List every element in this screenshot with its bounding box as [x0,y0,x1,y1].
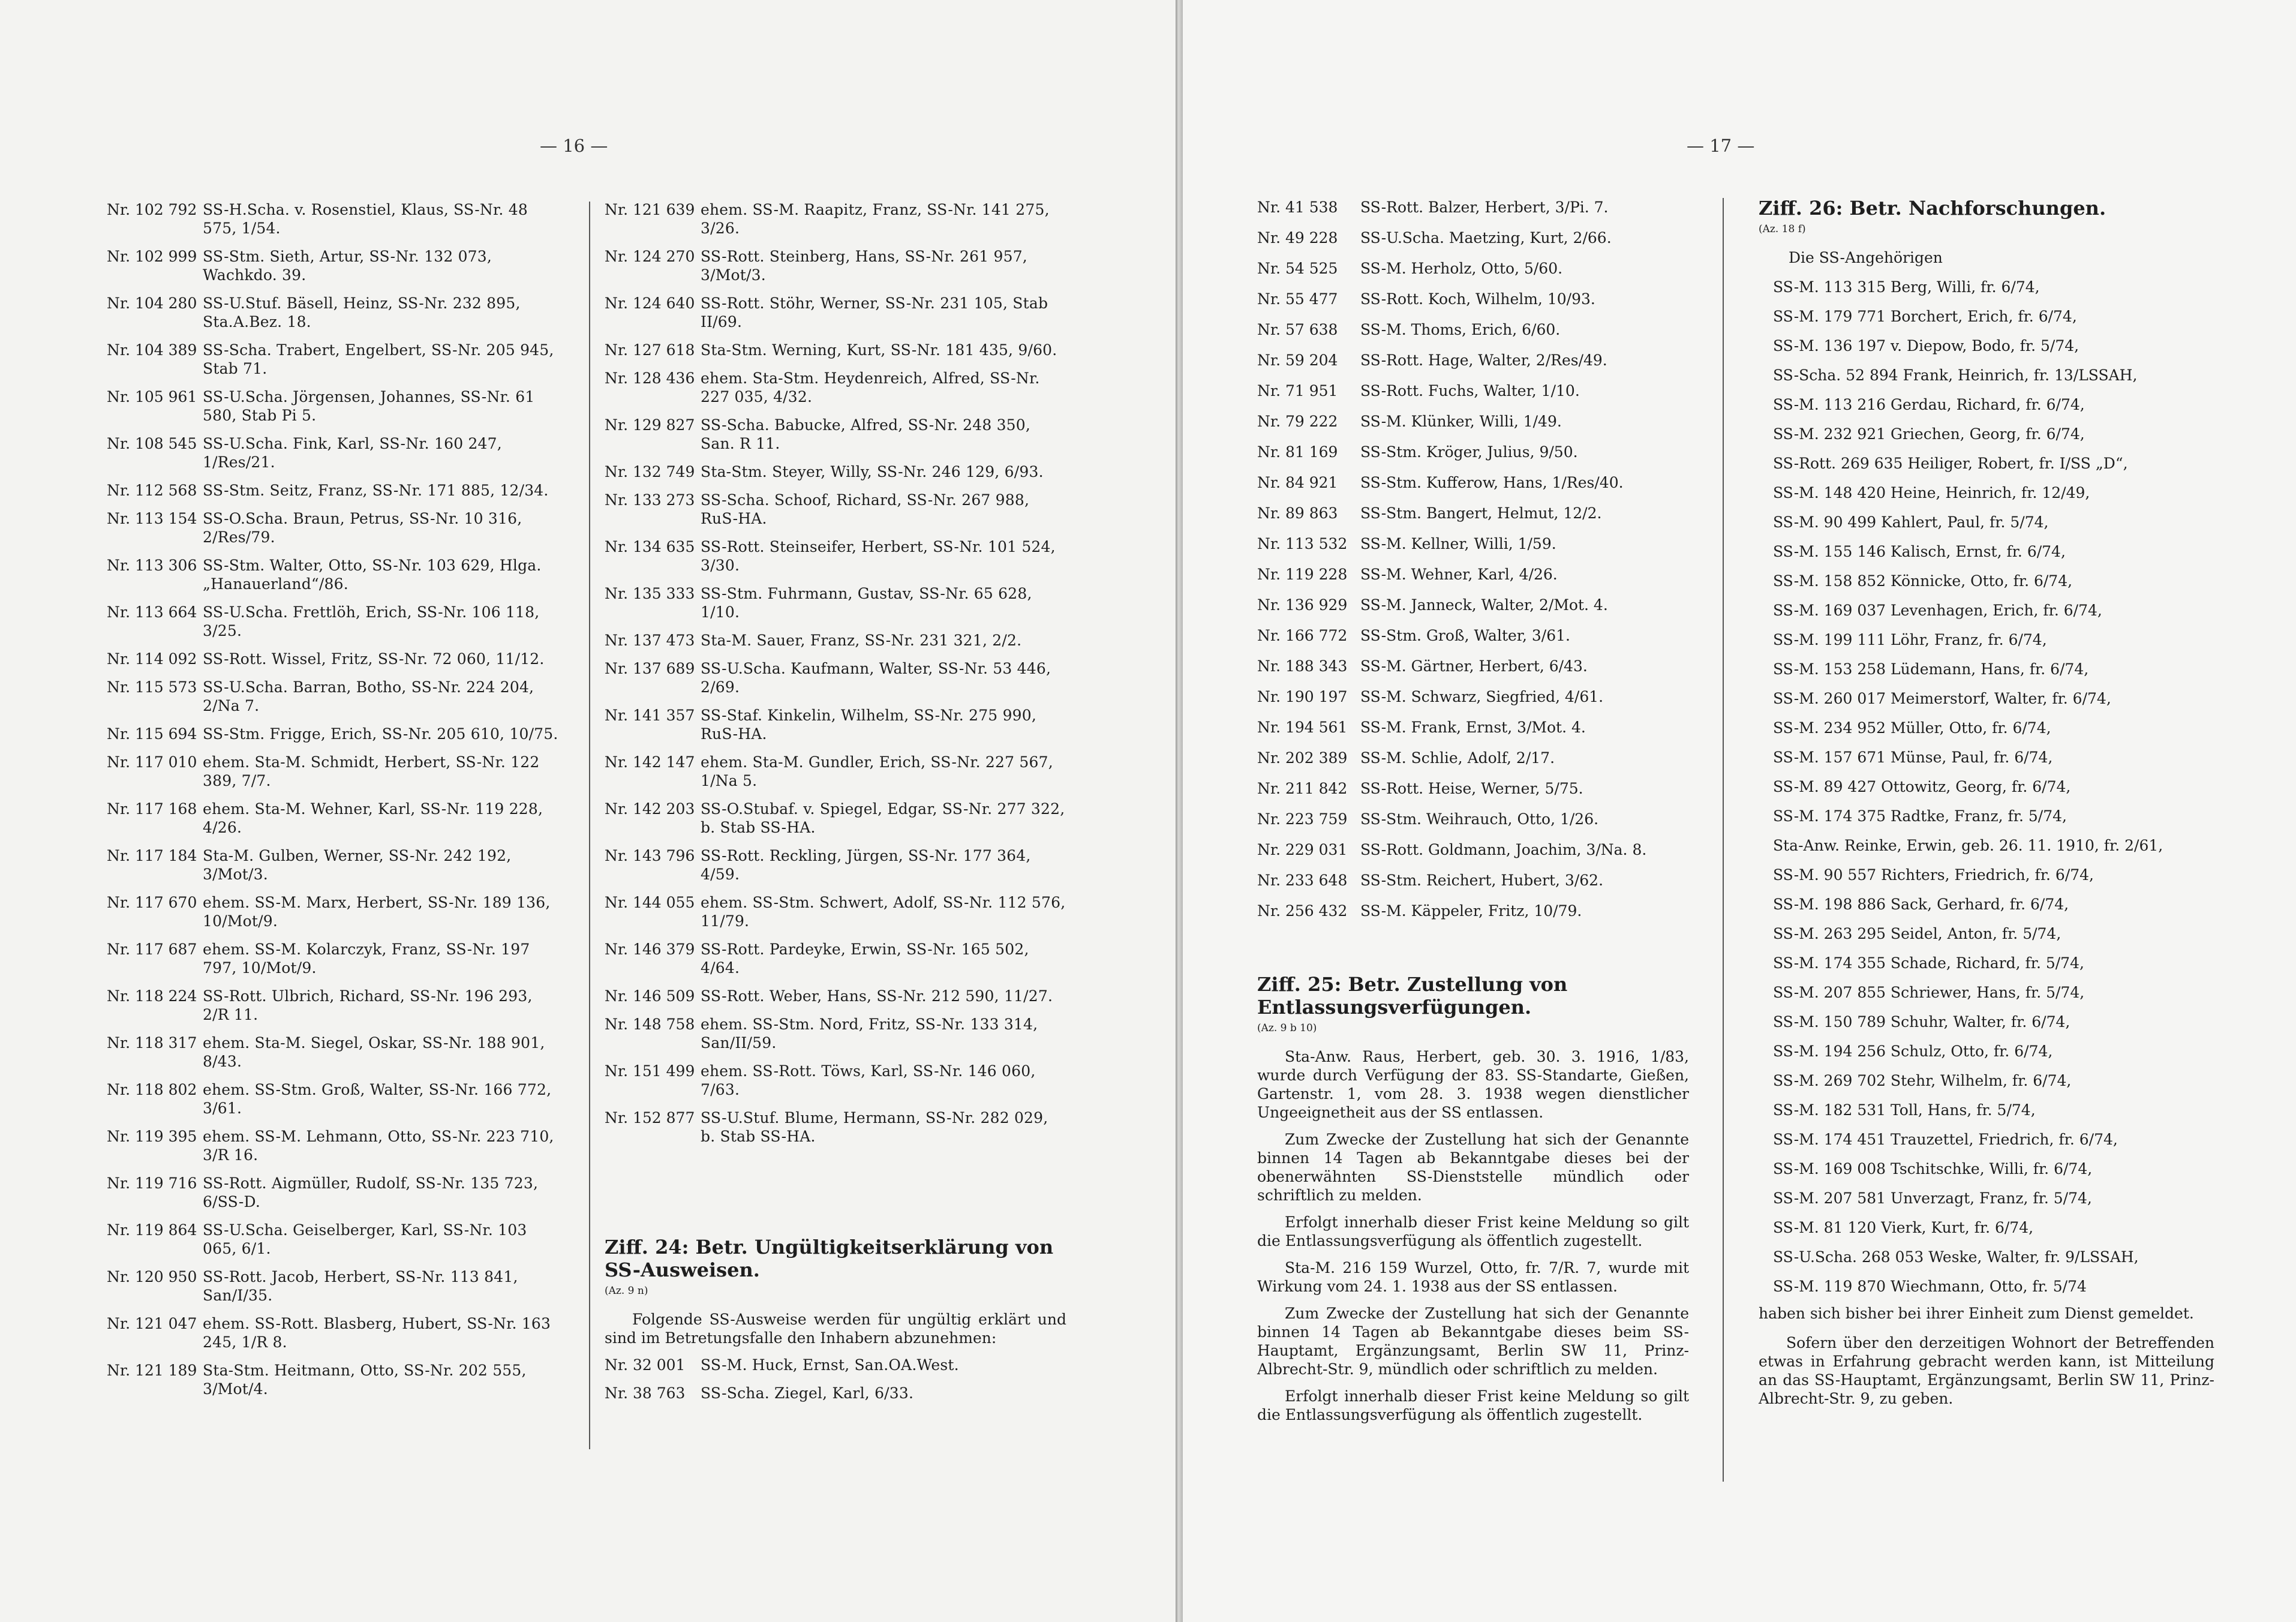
list-item: Sta-Anw. Reinke, Erwin, geb. 26. 11. 1910, fr. 2/61, [1773,837,2163,854]
entry-number: Nr. 223 759 [1257,810,1348,828]
entry-number: Nr. 119 395 [107,1128,197,1145]
entry-number: Nr. 32 001 [605,1356,686,1374]
entry-text: SS-M. Herholz, Otto, 5/60. [1360,260,1563,277]
column-left-1 [107,200,563,1408]
list-entry [605,247,1066,284]
entry-number: Nr. 38 763 [605,1384,686,1402]
list-entry [1257,473,1689,492]
list-entry [1257,198,1689,217]
entry-list [605,200,1066,1146]
entry-number: Nr. 113 664 [107,603,197,621]
list-item: SS-M. 153 258 Lüdemann, Hans, fr. 6/74, [1773,660,2089,678]
entry-text: SS-M. Schwarz, Siegfried, 4/61. [1360,688,1604,705]
section-heading: Ziff. 26: Betr. Nachforschungen. [1759,197,2106,220]
list-entry [605,491,1066,528]
entry-number: Nr. 137 689 [605,660,695,677]
page-number: — 16 — [540,136,608,156]
entry-list [1759,278,2214,1296]
list-item: SS-M. 90 499 Kahlert, Paul, fr. 5/74, [1773,513,2049,531]
entry-text: SS-Stm. Seitz, Franz, SS-Nr. 171 885, 12/34. [203,482,549,499]
entry-number: Nr. 113 306 [107,557,197,574]
page-number: — 17 — [1687,136,1755,156]
entry-text: SS-Stm. Weihrauch, Otto, 1/26. [1360,810,1599,828]
list-entry [605,893,1066,930]
entry-number: Nr. 104 389 [107,341,197,359]
section-ziff-25 [1257,973,1689,1424]
entry-number: Nr. 104 280 [107,295,197,312]
entry-number: Nr. 59 204 [1257,352,1338,369]
paragraph: Zum Zwecke der Zustellung hat sich der Genannte binnen 14 Tagen ab Bekanntgabe dieses beim SS-Hauptamt, Ergänzungsamt, Berlin SW 11, Prinz-Albrecht-Str. 9, mündlich oder schriftlich zu melden. [1257,1305,1689,1378]
entry-text: SS-Stm. Fuhrmann, Gustav, SS-Nr. 65 628, 1/10. [701,585,1032,621]
list-item: SS-M. 169 008 Tschitschke, Willi, fr. 6/74, [1773,1160,2093,1178]
entry-list [1257,198,1689,920]
entry-number: Nr. 211 842 [1257,780,1348,797]
entry-text: SS-U.Scha. Frettlöh, Erich, SS-Nr. 106 118, 3/25. [203,603,540,639]
section-heading: Ziff. 24: Betr. Ungültigkeitserklärung von SS-Ausweisen. [605,1236,1054,1281]
list-entry [605,1015,1066,1052]
list-entry [605,631,1066,650]
reference-code: (Az. 9 n) [605,1285,648,1297]
entry-text: SS-Rott. Weber, Hans, SS-Nr. 212 590, 11/27. [701,987,1053,1005]
entry-text: ehem. SS-M. Marx, Herbert, SS-Nr. 189 136, 10/Mot/9. [203,894,551,930]
list-item: SS-M. 234 952 Müller, Otto, fr. 6/74, [1773,719,2051,737]
entry-number: Nr. 124 640 [605,295,695,312]
section-intro: Die SS-Angehörigen [1789,249,1943,266]
column-left-2 [605,200,1066,1412]
column-right-2 [1759,197,2214,1416]
column-right-1 [1257,198,1689,1432]
list-entry [605,584,1066,621]
list-entry [107,893,563,930]
entry-number: Nr. 117 168 [107,800,197,818]
column-divider [1723,198,1724,1482]
list-item: SS-M. 207 581 Unverzagt, Franz, fr. 5/74, [1773,1190,2092,1207]
entry-text: SS-Rott. Reckling, Jürgen, SS-Nr. 177 364, 4/59. [701,847,1031,883]
list-item: SS-M. 113 315 Berg, Willi, fr. 6/74, [1773,278,2040,296]
list-item: SS-M. 269 702 Stehr, Wilhelm, fr. 6/74, [1773,1072,2072,1089]
entry-number: Nr. 41 538 [1257,199,1338,216]
entry-text: SS-U.Scha. Barran, Botho, SS-Nr. 224 204, 2/Na 7. [203,678,534,714]
list-entry [1257,840,1689,859]
list-entry [605,1356,1066,1374]
entry-text: SS-Rott. Wissel, Fritz, SS-Nr. 72 060, 11/12. [203,650,545,668]
entry-text: SS-U.Scha. Fink, Karl, SS-Nr. 160 247, 1/Res/21. [203,435,502,471]
entry-text: SS-U.Stuf. Blume, Hermann, SS-Nr. 282 029, b. Stab SS-HA. [701,1109,1048,1145]
list-entry [107,1034,563,1071]
entry-text: SS-Rott. Balzer, Herbert, 3/Pi. 7. [1360,199,1609,216]
list-item: SS-M. 157 671 Münse, Paul, fr. 6/74, [1773,749,2053,766]
entry-text: ehem. SS-Stm. Schwert, Adolf, SS-Nr. 112 576, 11/79. [701,894,1066,930]
entry-number: Nr. 137 473 [605,632,695,649]
list-entry [107,247,563,284]
list-entry [1257,810,1689,828]
list-item: SS-M. 136 197 v. Diepow, Bodo, fr. 5/74, [1773,337,2079,355]
entry-text: SS-M. Wehner, Karl, 4/26. [1360,566,1558,583]
entry-number: Nr. 117 687 [107,941,197,958]
list-entry [107,434,563,471]
list-entry [605,1062,1066,1099]
entry-number: Nr. 194 561 [1257,719,1348,736]
paragraph: Erfolgt innerhalb dieser Frist keine Meldung so gilt die Entlassungsverfügung als öffentlich zugestellt. [1257,1387,1689,1423]
entry-number: Nr. 89 863 [1257,504,1338,522]
entry-number: Nr. 135 333 [605,585,695,602]
list-item: SS-Scha. 52 894 Frank, Heinrich, fr. 13/LSSAH, [1773,367,2138,384]
list-entry [1257,259,1689,278]
entry-text: SS-Rott. Fuchs, Walter, 1/10. [1360,382,1580,400]
entry-number: Nr. 115 573 [107,678,197,696]
page-17 [1183,0,2296,1622]
list-entry [107,1127,563,1164]
entry-text: SS-Rott. Steinberg, Hans, SS-Nr. 261 957, 3/Mot/3. [701,248,1027,284]
entry-text: SS-Rott. Aigmüller, Rudolf, SS-Nr. 135 723, 6/SS-D. [203,1175,539,1211]
section-heading: Ziff. 25: Betr. Zustellung von Entlassungsverfügungen. [1257,973,1568,1019]
page-gutter [1176,0,1183,1622]
entry-text: SS-M. Thoms, Erich, 6/60. [1360,321,1561,338]
section-ziff-24 [605,1236,1066,1402]
list-entry [1257,749,1689,767]
entry-list [605,1356,1066,1402]
entry-number: Nr. 202 389 [1257,749,1348,767]
list-entry [107,940,563,977]
list-entry [1257,657,1689,675]
list-entry [107,556,563,593]
list-item: SS-M. 194 256 Schulz, Otto, fr. 6/74, [1773,1043,2053,1060]
entry-text: ehem. Sta-M. Siegel, Oskar, SS-Nr. 188 901, 8/43. [203,1034,545,1070]
entry-text: SS-M. Gärtner, Herbert, 6/43. [1360,657,1588,675]
entry-number: Nr. 121 047 [107,1315,197,1332]
list-entry [107,1314,563,1351]
entry-text: ehem. Sta-M. Schmidt, Herbert, SS-Nr. 122 389, 7/7. [203,753,540,789]
entry-text: ehem. SS-Rott. Blasberg, Hubert, SS-Nr. 163 245, 1/R 8. [203,1315,551,1351]
list-entry [1257,229,1689,247]
entry-text: SS-Rott. Hage, Walter, 2/Res/49. [1360,352,1607,369]
entry-text: ehem. Sta-M. Wehner, Karl, SS-Nr. 119 228, 4/26. [203,800,543,836]
entry-text: ehem. SS-Stm. Groß, Walter, SS-Nr. 166 772, 3/61. [203,1081,552,1117]
entry-number: Nr. 118 224 [107,987,197,1005]
list-item: SS-M. 263 295 Seidel, Anton, fr. 5/74, [1773,925,2061,942]
entry-number: Nr. 117 184 [107,847,197,864]
entry-number: Nr. 151 499 [605,1062,695,1080]
section-ziff-26 [1759,197,2214,1408]
list-entry [605,846,1066,884]
list-item: SS-M. 155 146 Kalisch, Ernst, fr. 6/74, [1773,543,2066,560]
entry-text: SS-Scha. Babucke, Alfred, SS-Nr. 248 350, San. R 11. [701,416,1031,452]
paragraph: Sta-Anw. Raus, Herbert, geb. 30. 3. 1916, 1/83, wurde durch Verfügung der 83. SS-Standarte, Gießen, Gartenstr. 1, vom 28. 3. 1938 wegen dienstlicher Ungeeignetheit aus der SS entlassen. [1257,1048,1689,1121]
entry-text: SS-Stm. Frigge, Erich, SS-Nr. 205 610, 10/75. [203,725,558,743]
entry-number: Nr. 102 999 [107,248,197,265]
list-entry [107,341,563,378]
list-entry [107,650,563,668]
entry-number: Nr. 142 203 [605,800,695,818]
list-entry [1257,320,1689,339]
entry-text: SS-U.Stuf. Bäsell, Heinz, SS-Nr. 232 895, Sta.A.Bez. 18. [203,295,521,331]
entry-number: Nr. 136 929 [1257,596,1348,614]
list-entry [107,1080,563,1118]
entry-number: Nr. 144 055 [605,894,695,911]
list-entry [107,1361,563,1398]
entry-text: SS-O.Stubaf. v. Spiegel, Edgar, SS-Nr. 277 322, b. Stab SS-HA. [701,800,1065,836]
entry-text: SS-M. Kellner, Willi, 1/59. [1360,535,1556,552]
list-item: SS-M. 158 852 Könnicke, Otto, fr. 6/74, [1773,572,2073,590]
list-item: SS-M. 199 111 Löhr, Franz, fr. 6/74, [1773,631,2047,648]
list-item: SS-M. 119 870 Wiechmann, Otto, fr. 5/74 [1773,1278,2087,1295]
list-entry [1257,902,1689,920]
entry-number: Nr. 118 802 [107,1081,197,1098]
entry-text: SS-Rott. Jacob, Herbert, SS-Nr. 113 841, San/I/35. [203,1268,518,1304]
entry-text: SS-Stm. Groß, Walter, 3/61. [1360,627,1570,644]
list-entry [1257,626,1689,645]
entry-text: SS-Rott. Pardeyke, Erwin, SS-Nr. 165 502, 4/64. [701,941,1029,977]
column-divider [589,202,590,1449]
entry-text: SS-M. Huck, Ernst, San.OA.West. [701,1356,959,1374]
entry-text: SS-Stm. Reichert, Hubert, 3/62. [1360,872,1604,889]
entry-number: Nr. 121 639 [605,201,695,218]
list-entry [107,388,563,425]
entry-text: ehem. SS-M. Kolarczyk, Franz, SS-Nr. 197 797, 10/Mot/9. [203,941,530,977]
entry-text: SS-Scha. Ziegel, Karl, 6/33. [701,1384,914,1402]
entry-text: SS-M. Frank, Ernst, 3/Mot. 4. [1360,719,1586,736]
entry-number: Nr. 112 568 [107,482,197,499]
list-entry [605,987,1066,1005]
list-item: SS-M. 198 886 Sack, Gerhard, fr. 6/74, [1773,896,2069,913]
list-entry [107,753,563,790]
entry-number: Nr. 102 792 [107,201,197,218]
list-entry [605,200,1066,238]
list-entry [107,294,563,331]
list-entry [107,481,563,500]
entry-number: Nr. 115 694 [107,725,197,743]
entry-text: ehem. SS-Stm. Nord, Fritz, SS-Nr. 133 314, San/II/59. [701,1016,1038,1052]
entry-text: SS-Rott. Stöhr, Werner, SS-Nr. 231 105, Stab II/69. [701,295,1048,331]
entry-number: Nr. 128 436 [605,370,695,387]
entry-number: Nr. 71 951 [1257,382,1338,400]
list-entry [1257,687,1689,706]
entry-text: SS-Rott. Ulbrich, Richard, SS-Nr. 196 293, 2/R 11. [203,987,533,1023]
entry-number: Nr. 119 228 [1257,566,1348,583]
list-entry [605,706,1066,743]
list-entry [605,1109,1066,1146]
entry-number: Nr. 118 317 [107,1034,197,1052]
list-entry [605,416,1066,453]
list-entry [107,725,563,743]
entry-text: SS-U.Scha. Kaufmann, Walter, SS-Nr. 53 446, 2/69. [701,660,1051,696]
list-item: SS-M. 113 216 Gerdau, Richard, fr. 6/74, [1773,396,2085,413]
section-final: Sofern über den derzeitigen Wohnort der Betreffenden etwas in Erfahrung gebracht werden kann, ist Mitteilung an das SS-Hauptamt, Ergänzungsamt, Berlin SW 11, Prinz-Albrecht-Str. 9, zu geben. [1759,1334,2214,1407]
list-entry [605,462,1066,481]
entry-number: Nr. 119 864 [107,1221,197,1239]
entry-number: Nr. 114 092 [107,650,197,668]
entry-number: Nr. 54 525 [1257,260,1338,277]
list-entry [1257,351,1689,370]
entry-number: Nr. 105 961 [107,388,197,406]
entry-number: Nr. 146 379 [605,941,695,958]
entry-number: Nr. 143 796 [605,847,695,864]
list-entry [1257,718,1689,737]
list-item: SS-M. 169 037 Levenhagen, Erich, fr. 6/74, [1773,602,2102,619]
entry-number: Nr. 229 031 [1257,841,1348,858]
entry-number: Nr. 117 010 [107,753,197,771]
entry-number: Nr. 81 169 [1257,443,1338,461]
list-item: SS-Rott. 269 635 Heiliger, Robert, fr. I/SS „D“, [1773,455,2128,472]
entry-number: Nr. 113 532 [1257,535,1348,552]
entry-text: SS-M. Käppeler, Fritz, 10/79. [1360,902,1582,920]
entry-text: SS-Scha. Schoof, Richard, SS-Nr. 267 988, RuS-HA. [701,491,1030,527]
reference-code: (Az. 18 f) [1759,223,1806,235]
entry-number: Nr. 190 197 [1257,688,1348,705]
entry-text: SS-Stm. Sieth, Artur, SS-Nr. 132 073, Wachkdo. 39. [203,248,492,284]
entry-number: Nr. 129 827 [605,416,695,434]
list-entry [605,294,1066,331]
entry-number: Nr. 233 648 [1257,872,1348,889]
list-item: SS-U.Scha. 268 053 Weske, Walter, fr. 9/LSSAH, [1773,1248,2139,1266]
entry-text: SS-H.Scha. v. Rosenstiel, Klaus, SS-Nr. 48 575, 1/54. [203,201,528,237]
list-entry [107,678,563,715]
entry-number: Nr. 57 638 [1257,321,1338,338]
entry-text: Sta-Stm. Werning, Kurt, SS-Nr. 181 435, 9/60. [701,341,1057,359]
list-entry [605,659,1066,696]
entry-text: ehem. SS-Rott. Töws, Karl, SS-Nr. 146 060, 7/63. [701,1062,1036,1098]
entry-number: Nr. 119 716 [107,1175,197,1192]
list-item: SS-M. 179 771 Borchert, Erich, fr. 6/74, [1773,308,2077,325]
entry-text: ehem. SS-M. Lehmann, Otto, SS-Nr. 223 710, 3/R 16. [203,1128,554,1164]
list-entry [605,537,1066,575]
entry-number: Nr. 84 921 [1257,474,1338,491]
list-entry [107,1174,563,1211]
list-entry [107,987,563,1024]
list-entry [605,1384,1066,1402]
entry-number: Nr. 152 877 [605,1109,695,1127]
list-entry [107,1267,563,1305]
entry-text: SS-Rott. Koch, Wilhelm, 10/93. [1360,290,1595,308]
list-item: SS-M. 81 120 Vierk, Kurt, fr. 6/74, [1773,1219,2034,1236]
entry-text: ehem. SS-M. Raapitz, Franz, SS-Nr. 141 275, 3/26. [701,201,1050,237]
entry-number: Nr. 124 270 [605,248,695,265]
entry-text: ehem. Sta-Stm. Heydenreich, Alfred, SS-Nr. 227 035, 4/32. [701,370,1040,406]
entry-text: Sta-M. Gulben, Werner, SS-Nr. 242 192, 3/Mot/3. [203,847,512,883]
entry-text: SS-M. Janneck, Walter, 2/Mot. 4. [1360,596,1608,614]
list-item: SS-M. 182 531 Toll, Hans, fr. 5/74, [1773,1101,2036,1119]
entry-number: Nr. 148 758 [605,1016,695,1033]
list-entry [605,369,1066,406]
list-item: SS-M. 207 855 Schriewer, Hans, fr. 5/74, [1773,984,2085,1001]
list-entry [1257,290,1689,308]
list-entry [107,800,563,837]
list-item: SS-M. 232 921 Griechen, Georg, fr. 6/74, [1773,425,2085,443]
list-entry [605,940,1066,977]
entry-number: Nr. 141 357 [605,707,695,724]
entry-number: Nr. 142 147 [605,753,695,771]
entry-number: Nr. 132 749 [605,463,695,480]
list-entry [1257,443,1689,461]
entry-text: SS-Scha. Trabert, Engelbert, SS-Nr. 205 945, Stab 71. [203,341,554,377]
entry-text: SS-O.Scha. Braun, Petrus, SS-Nr. 10 316, 2/Res/79. [203,510,522,546]
entry-number: Nr. 108 545 [107,435,197,452]
section-body [1257,1047,1689,1424]
entry-text: SS-M. Klünker, Willi, 1/49. [1360,413,1562,430]
list-item: SS-M. 174 355 Schade, Richard, fr. 5/74, [1773,954,2084,972]
list-entry [1257,871,1689,890]
reference-code: (Az. 9 b 10) [1257,1022,1317,1034]
entry-number: Nr. 49 228 [1257,229,1338,247]
entry-text: SS-Rott. Steinseifer, Herbert, SS-Nr. 101 524, 3/30. [701,538,1056,574]
entry-number: Nr. 113 154 [107,510,197,527]
list-entry [1257,382,1689,400]
list-entry [1257,596,1689,614]
list-entry [107,603,563,640]
list-item: SS-M. 148 420 Heine, Heinrich, fr. 12/49, [1773,484,2090,501]
entry-number: Nr. 127 618 [605,341,695,359]
entry-text: SS-Stm. Bangert, Helmut, 12/2. [1360,504,1602,522]
paragraph: Zum Zwecke der Zustellung hat sich der Genannte binnen 14 Tagen ab Bekanntgabe dieses bei der obenerwähnten SS-Dienststelle mündlich oder schriftlich zu melden. [1257,1131,1689,1204]
list-entry [107,509,563,546]
list-entry [1257,412,1689,431]
list-entry [107,846,563,884]
list-entry [605,753,1066,790]
entry-number: Nr. 79 222 [1257,413,1338,430]
entry-number: Nr. 117 670 [107,894,197,911]
entry-number: Nr. 121 189 [107,1362,197,1379]
entry-number: Nr. 146 509 [605,987,695,1005]
list-entry [107,1221,563,1258]
list-entry [107,200,563,238]
section-closing: haben sich bisher bei ihrer Einheit zum Dienst gemeldet. [1759,1305,2194,1322]
entry-text: SS-Stm. Kröger, Julius, 9/50. [1360,443,1578,461]
list-entry [605,341,1066,359]
entry-number: Nr. 133 273 [605,491,695,509]
entry-text: SS-U.Scha. Maetzing, Kurt, 2/66. [1360,229,1612,247]
list-entry [1257,779,1689,798]
list-item: SS-M. 174 375 Radtke, Franz, fr. 5/74, [1773,807,2067,825]
entry-text: Sta-M. Sauer, Franz, SS-Nr. 231 321, 2/2. [701,632,1022,649]
entry-text: SS-Stm. Walter, Otto, SS-Nr. 103 629, Hlga. „Hanauerland“/86. [203,557,542,593]
list-entry [1257,534,1689,553]
list-entry [1257,565,1689,584]
list-item: SS-M. 90 557 Richters, Friedrich, fr. 6/74, [1773,866,2094,884]
list-entry [1257,504,1689,522]
paragraph: Erfolgt innerhalb dieser Frist keine Meldung so gilt die Entlassungsverfügung als öffentlich zugestellt. [1257,1214,1689,1249]
entry-text: Sta-Stm. Heitmann, Otto, SS-Nr. 202 555, 3/Mot/4. [203,1362,527,1398]
paragraph: Sta-M. 216 159 Wurzel, Otto, fr. 7/R. 7, wurde mit Wirkung vom 24. 1. 1938 aus der SS entlassen. [1257,1259,1689,1295]
entry-text: SS-Rott. Goldmann, Joachim, 3/Na. 8. [1360,841,1647,858]
entry-number: Nr. 166 772 [1257,627,1348,644]
list-item: SS-M. 174 451 Trauzettel, Friedrich, fr. 6/74, [1773,1131,2118,1148]
list-item: SS-M. 89 427 Ottowitz, Georg, fr. 6/74, [1773,778,2071,795]
entry-text: SS-Rott. Heise, Werner, 5/75. [1360,780,1583,797]
list-entry [605,800,1066,837]
entry-number: Nr. 55 477 [1257,290,1338,308]
entry-text: SS-U.Scha. Jörgensen, Johannes, SS-Nr. 61 580, Stab Pi 5. [203,388,535,424]
section-intro: Folgende SS-Ausweise werden für ungültig erklärt und sind im Betretungsfalle den Inhabern abzunehmen: [605,1311,1066,1347]
entry-number: Nr. 120 950 [107,1268,197,1285]
entry-text: Sta-Stm. Steyer, Willy, SS-Nr. 246 129, 6/93. [701,463,1044,480]
entry-text: SS-Staf. Kinkelin, Wilhelm, SS-Nr. 275 990, RuS-HA. [701,707,1037,743]
entry-text: ehem. Sta-M. Gundler, Erich, SS-Nr. 227 567, 1/Na 5. [701,753,1053,789]
list-item: SS-M. 260 017 Meimerstorf, Walter, fr. 6/74, [1773,690,2111,707]
entry-number: Nr. 134 635 [605,538,695,555]
entry-text: SS-M. Schlie, Adolf, 2/17. [1360,749,1555,767]
entry-number: Nr. 188 343 [1257,657,1348,675]
list-item: SS-M. 150 789 Schuhr, Walter, fr. 6/74, [1773,1013,2070,1031]
entry-number: Nr. 256 432 [1257,902,1348,920]
entry-text: SS-U.Scha. Geiselberger, Karl, SS-Nr. 103 065, 6/1. [203,1221,527,1257]
entry-text: SS-Stm. Kufferow, Hans, 1/Res/40. [1360,474,1624,491]
